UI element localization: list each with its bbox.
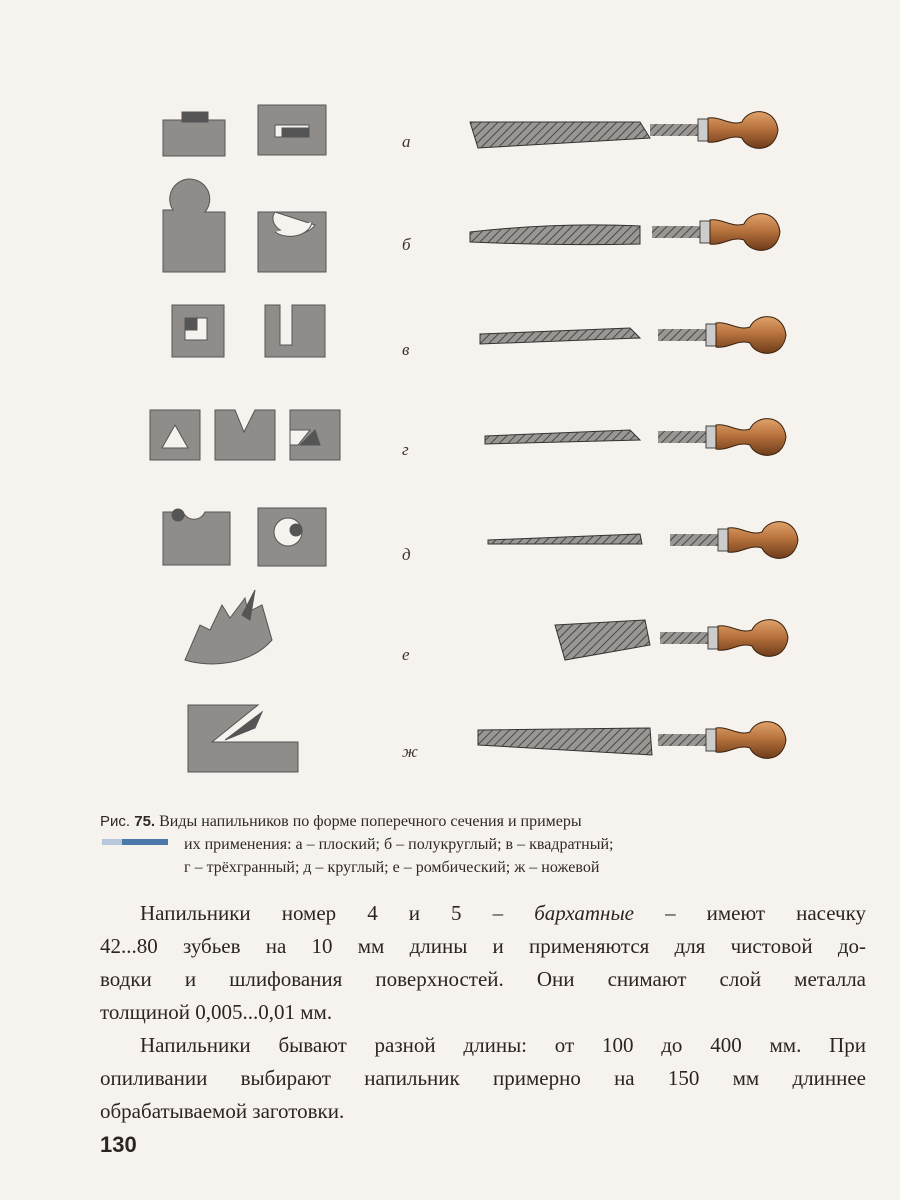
figure-caption: Рис. 75. Виды напильников по форме поперечного сечения и примеры их применения: а – плоский; б – полукруглый; в – квадратный; г – трёхгранный; д – круглый; е – ромбический; ж – ножевой [100, 813, 614, 876]
label-g: г [402, 440, 409, 459]
file-handles [650, 112, 798, 759]
label-d: д [402, 545, 411, 564]
paragraph-1-line: Напильники номер 4 и 5 – бархатные – имеют насечку [140, 901, 867, 925]
label-zh: ж [402, 742, 418, 761]
paragraph-1-line: толщиной 0,005...0,01 мм. [100, 1000, 333, 1024]
paragraph-1-line: водки и шлифования поверхностей. Они снимают слой металла [100, 967, 866, 991]
file-bodies [470, 122, 652, 755]
section-knife [188, 705, 298, 772]
section-half-round [163, 179, 326, 272]
page-number: 130 [100, 1132, 137, 1157]
section-flat [163, 105, 326, 156]
label-v: в [402, 340, 410, 359]
section-round [163, 508, 326, 566]
label-b: б [402, 235, 411, 254]
paragraph-2-line: опиливании выбирают напильник примерно на 150 мм длиннее [100, 1066, 866, 1090]
section-rhombic [185, 590, 272, 664]
label-e: е [402, 645, 410, 664]
section-square [172, 305, 325, 357]
paragraph-2-line: обрабатываемой заготовки. [100, 1099, 345, 1123]
body-text [100, 897, 866, 1128]
section-triangular [150, 410, 340, 460]
paragraph-2-line: Напильники бывают разной длины: от 100 до 400 мм. При [140, 1033, 866, 1057]
paragraph-1-line: 42...80 зубьев на 10 мм длины и применяются для чистовой до- [100, 934, 866, 958]
label-a: а [402, 132, 411, 151]
